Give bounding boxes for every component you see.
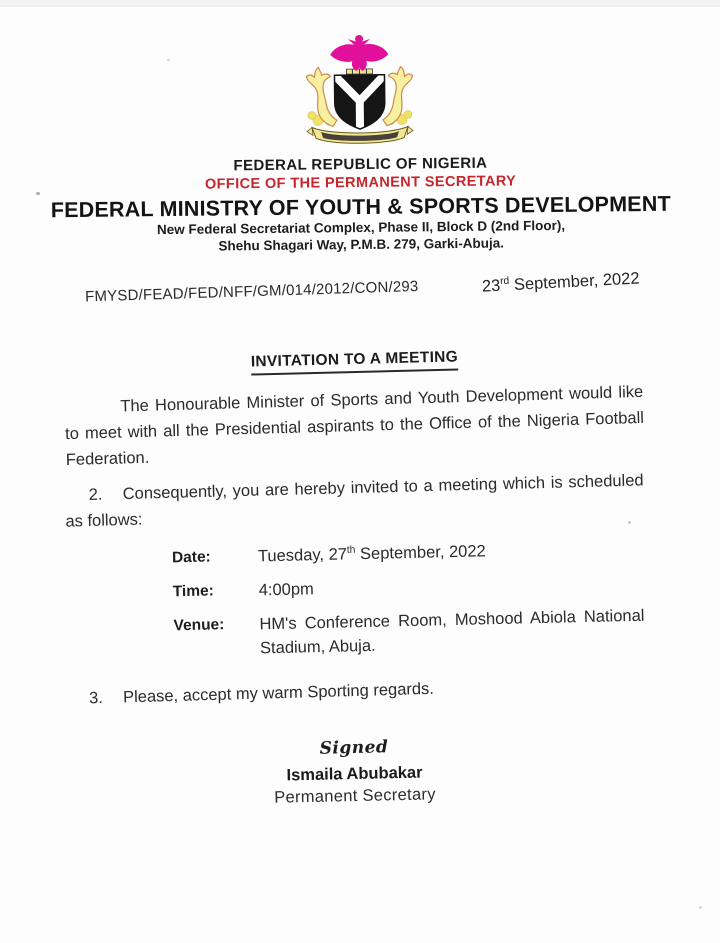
paragraph-3-text: Please, accept my warm Sporting regards. — [122, 679, 435, 707]
signatory-title: Permanent Secretary — [274, 785, 436, 807]
meeting-details — [172, 536, 646, 664]
letter-content — [0, 269, 720, 807]
eagle — [330, 35, 388, 72]
address-line-2: Shehu Shagari Way, P.M.B. 279, Garki-Abuja. — [218, 235, 505, 254]
paragraph-1: The Honourable Minister of Sports and Youth Development would like to meet with all the Presidential aspirants to the Office of the Nigeria Football Federation. — [64, 382, 645, 469]
subject-title: INVITATION TO A MEETING — [251, 348, 459, 375]
date-value-pre: Tuesday, 27 — [257, 545, 348, 566]
date-rest: September, 2022 — [509, 269, 641, 294]
date-day: 23 — [481, 276, 502, 296]
address-line-1: New Federal Secretariat Complex, Phase II, Block D (2nd Floor), — [156, 217, 566, 238]
shield — [334, 75, 385, 131]
ministry-title: FEDERAL MINISTRY OF YOUTH & SPORTS DEVELOPMENT — [50, 191, 671, 223]
letterhead — [0, 0, 720, 258]
letter-date — [482, 269, 640, 296]
reference-row — [65, 271, 644, 308]
nigeria-coat-of-arms-icon — [284, 29, 435, 151]
torse — [346, 69, 372, 74]
venue-value: HM's Conference Room, Moshood Abiola National Stadium, Abuja. — [259, 606, 645, 658]
office-title: OFFICE OF THE PERMANENT SECRETARY — [204, 173, 517, 193]
time-label: Time: — [172, 582, 215, 601]
scan-speck — [36, 192, 40, 195]
date-ordinal: rd — [500, 275, 510, 287]
date-value — [258, 536, 643, 569]
time-value: 4:00pm — [258, 579, 314, 600]
scan-speck — [699, 906, 702, 909]
venue-label: Venue: — [173, 615, 225, 634]
reference-number: FMYSD/FEAD/FED/NFF/GM/014/2012/CON/293 — [84, 277, 419, 306]
subject-wrap — [65, 344, 644, 380]
item-number-2: 2. — [88, 485, 103, 504]
paragraph-2 — [64, 467, 644, 534]
paragraph-3 — [65, 670, 645, 712]
scan-speck — [167, 59, 170, 61]
detail-row-venue — [173, 603, 645, 663]
signature-block — [64, 732, 644, 812]
signed-script: Signed — [319, 737, 389, 759]
detail-row-time — [172, 569, 643, 604]
date-value-post: September, 2022 — [355, 542, 486, 564]
signatory-name: Ismaila Abubakar — [286, 763, 423, 785]
date-label: Date: — [171, 548, 211, 567]
scan-speck — [628, 521, 631, 524]
item-number-3: 3. — [88, 689, 104, 708]
country-title: FEDERAL REPUBLIC OF NIGERIA — [233, 154, 488, 175]
paragraph-2-text: Consequently, you are hereby invited to a meeting which is scheduled as follows: — [65, 471, 644, 531]
date-value-ordinal: th — [346, 544, 356, 556]
detail-row-date — [172, 536, 643, 571]
